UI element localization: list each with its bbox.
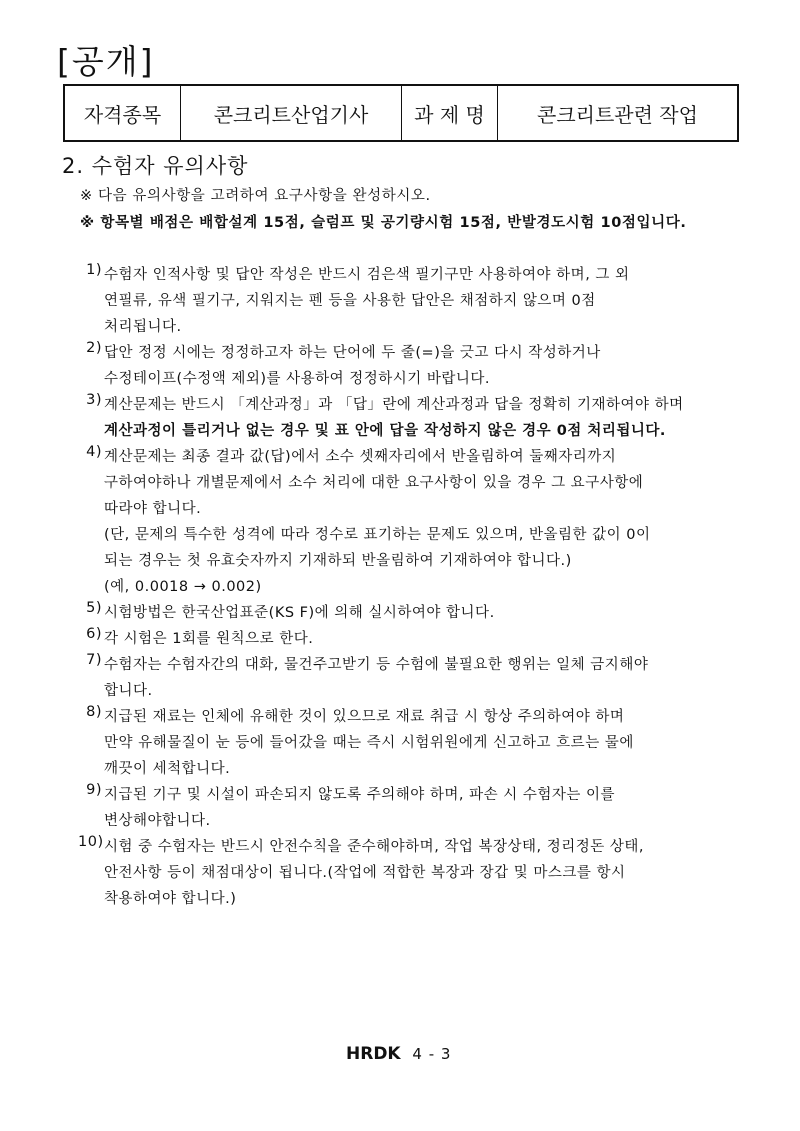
qualification-value: 콘크리트산업기사: [181, 85, 402, 141]
item-line: 만약 유해물질이 눈 등에 들어갔을 때는 즉시 시험위원에게 신고하고 흐르는 물에: [104, 735, 634, 751]
item-line: 시험방법은 한국산업표준(KS F)에 의해 실시하여야 합니다.: [104, 605, 495, 621]
item-line: 착용하여야 합니다.): [104, 891, 237, 907]
item-number: 8): [86, 704, 102, 720]
item-line: 안전사항 등이 채점대상이 됩니다.(작업에 적합한 복장과 장갑 및 마스크를 항시: [104, 865, 626, 881]
item-number: 9): [86, 782, 102, 798]
list-item: [78, 652, 768, 704]
item-number: 3): [86, 392, 102, 408]
item-number: 1): [86, 262, 102, 278]
item-line-bold: 계산과정이 틀리거나 없는 경우 및 표 안에 답을 작성하지 않은 경우 0점 처리됩니다.: [104, 423, 666, 439]
item-line: 수험자 인적사항 및 답안 작성은 반드시 검은색 필기구만 사용하여야 하며, 그 외: [104, 267, 630, 283]
page-footer: [346, 1044, 451, 1064]
item-number: 7): [86, 652, 102, 668]
item-number: 4): [86, 444, 102, 460]
item-line: 답안 정정 시에는 정정하고자 하는 단어에 두 줄(=)을 긋고 다시 작성하거나: [104, 345, 601, 361]
list-item: [78, 626, 768, 652]
item-line: 수정테이프(수정액 제외)를 사용하여 정정하시기 바랍니다.: [104, 371, 491, 387]
instructions-list: [78, 262, 768, 912]
task-label: 과 제 명: [402, 85, 498, 141]
item-number: 5): [86, 600, 102, 616]
item-line: 수험자는 수험자간의 대화, 물건주고받기 등 수험에 불필요한 행위는 일체 금지해야: [104, 657, 649, 673]
item-line: 따라야 합니다.: [104, 501, 202, 517]
list-item: [78, 392, 768, 444]
note-line-scoring: ※ 항목별 배점은 배합설계 15점, 슬럼프 및 공기량시험 15점, 반발경도시험 10점입니다.: [80, 215, 687, 231]
note-line: ※ 다음 유의사항을 고려하여 요구사항을 완성하시오.: [80, 188, 431, 204]
list-item: [78, 340, 768, 392]
page-number: 4 - 3: [412, 1045, 452, 1063]
item-line: 지급된 재료는 인체에 유해한 것이 있으므로 재료 취급 시 항상 주의하여야 하며: [104, 709, 625, 725]
item-line: 계산문제는 최종 결과 값(답)에서 소수 셋째자리에서 반올림하여 둘째자리까지: [104, 449, 617, 465]
document-classification-tag: [공개]: [57, 42, 155, 81]
item-line: 계산문제는 반드시 「계산과정」과 「답」란에 계산과정과 답을 정확히 기재하여야 하며: [104, 397, 684, 413]
list-item: [78, 834, 768, 912]
list-item: [78, 704, 768, 782]
item-number: 2): [86, 340, 102, 356]
list-item: [78, 262, 768, 340]
list-item: [78, 782, 768, 834]
item-line: 구하여야하나 개별문제에서 소수 처리에 대한 요구사항이 있을 경우 그 요구사항에: [104, 475, 644, 491]
hrdk-logo: HRDK: [346, 1044, 401, 1064]
qualification-label: 자격종목: [64, 85, 181, 141]
list-item: [78, 444, 768, 600]
item-line: 처리됩니다.: [104, 319, 182, 335]
item-line: 시험 중 수험자는 반드시 안전수칙을 준수해야하며, 작업 복장상태, 정리정돈 상태,: [104, 839, 645, 855]
item-line: 변상해야합니다.: [104, 813, 211, 829]
item-number: 10): [78, 834, 104, 850]
item-line: 연필류, 유색 필기구, 지워지는 펜 등을 사용한 답안은 채점하지 않으며 0점: [104, 293, 596, 309]
item-line: 깨끗이 세척합니다.: [104, 761, 231, 777]
item-line: 지급된 기구 및 시설이 파손되지 않도록 주의해야 하며, 파손 시 수험자는 이를: [104, 787, 616, 803]
section-title: 2. 수험자 유의사항: [62, 154, 249, 178]
info-table: [63, 84, 739, 142]
task-value: 콘크리트관련 작업: [498, 85, 739, 141]
item-line: (예, 0.0018 → 0.002): [104, 579, 262, 595]
item-line: 되는 경우는 첫 유효숫자까지 기재하되 반올림하여 기재하여야 합니다.): [104, 553, 572, 569]
item-line: 합니다.: [104, 683, 153, 699]
item-number: 6): [86, 626, 102, 642]
list-item: [78, 600, 768, 626]
item-line: (단, 문제의 특수한 성격에 따라 정수로 표기하는 문제도 있으며, 반올림한 값이 0이: [104, 527, 651, 543]
item-line: 각 시험은 1회를 원칙으로 한다.: [104, 631, 314, 647]
